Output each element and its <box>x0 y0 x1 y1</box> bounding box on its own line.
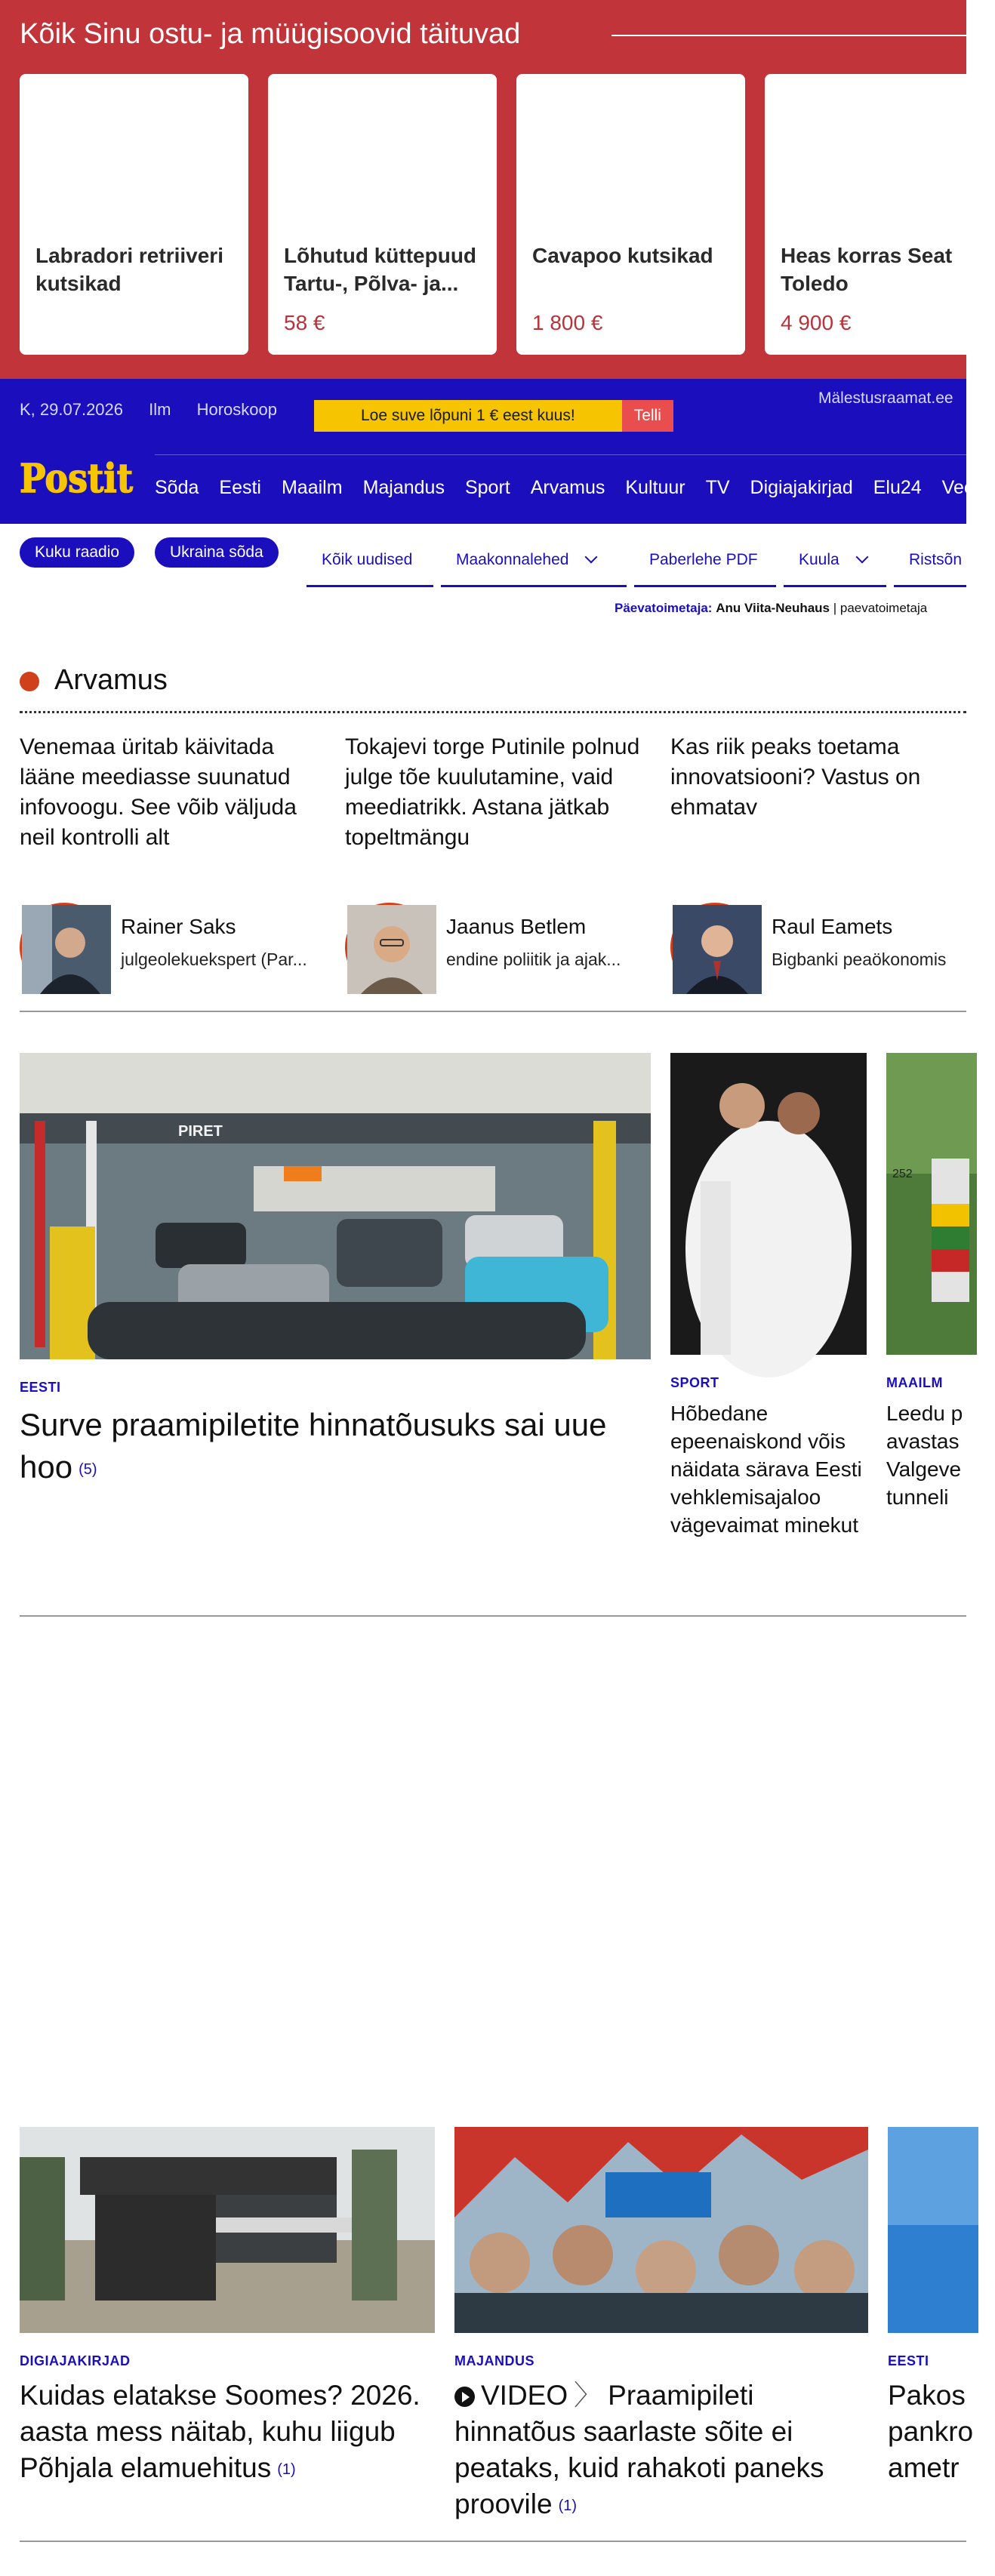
postimees-logo[interactable] <box>20 456 134 501</box>
weather-link[interactable]: Ilm <box>149 400 171 419</box>
tab-paper-pdf[interactable] <box>634 537 776 587</box>
section-separator <box>20 1011 966 1012</box>
article-headline[interactable] <box>20 2377 435 2488</box>
headline-text: Surve praamipiletite hinnatõusuks sai uue hoo <box>20 1407 607 1485</box>
nav-item-elu24[interactable]: Elu24 <box>873 477 922 498</box>
editor-name: Anu Viita-Neuhaus <box>716 601 830 615</box>
comment-count[interactable]: (5) <box>79 1460 97 1478</box>
header-divider <box>155 454 966 455</box>
header-meta <box>20 400 298 420</box>
ferry-name-text: PIRET <box>178 1123 223 1140</box>
author-role: Bigbanki peaökonomis <box>772 949 947 969</box>
tab-label: Maakonnalehed <box>456 551 569 568</box>
author-avatar[interactable] <box>20 903 109 992</box>
subscribe-button[interactable]: Telli <box>622 400 673 432</box>
current-date: K, 29.07.2026 <box>20 400 124 419</box>
article-image[interactable] <box>20 2127 435 2333</box>
article-headline[interactable]: Pakos pankro ametr <box>888 2380 974 2483</box>
opinion-headline[interactable]: Tokajevi torge Putinile polnud julge tõe kuulutamine, vaid meediatrikk. Astana jätkab topeltmängu <box>345 734 640 850</box>
comment-count[interactable]: (1) <box>277 2461 296 2479</box>
ukraine-war-pill[interactable]: Ukraina sõda <box>155 537 279 568</box>
tab-listen[interactable] <box>784 537 886 587</box>
author-name[interactable]: Jaanus Betlem <box>446 915 587 938</box>
classifieds-title: Kõik Sinu ostu- ja müügisoovid täituvad <box>20 18 521 50</box>
nav-item-vee[interactable]: Vee <box>941 477 975 498</box>
article-category[interactable]: SPORT <box>670 1375 719 1390</box>
article-image[interactable] <box>888 2127 978 2333</box>
headline-text: Praamipileti hinnatõus saarlaste sõite ei peataks, kuid rahakoti paneks proovile <box>454 2380 824 2519</box>
subscribe-promo[interactable] <box>314 400 673 432</box>
article-headline[interactable]: Leedu p avastas Valgeve tunneli <box>886 1402 963 1509</box>
main-article-image[interactable] <box>20 1053 651 1359</box>
chevron-down-icon <box>855 551 868 564</box>
article-headline[interactable]: Hõbedane epeenaiskond võis näidata särava Eesti vehklemisajaloo vägevaimat minekut <box>670 1402 862 1537</box>
promo-text[interactable]: Loe suve lõpuni 1 € eest kuus! <box>314 400 622 432</box>
classified-price: 4 900 € <box>781 311 852 334</box>
classified-title: Cavapoo kutsikad <box>532 244 713 267</box>
classified-price: 1 800 € <box>532 311 603 334</box>
section-title-arvamus[interactable]: Arvamus <box>54 664 168 696</box>
classified-card[interactable] <box>20 74 248 355</box>
author-avatar[interactable] <box>345 903 434 992</box>
classified-title: Lõhutud küttepuud Tartu-, Põlva- ja... <box>284 244 477 295</box>
classifieds-banner <box>0 0 966 379</box>
tab-county-papers[interactable] <box>441 537 627 587</box>
logo-text: Postit <box>20 456 133 502</box>
headline-text: Kuidas elatakse Soomes? 2026. aasta mess näitab, kuhu liigub Põhjala elamuehitus <box>20 2380 420 2483</box>
article-category[interactable]: MAAILM <box>886 1375 943 1390</box>
nav-item-maailm[interactable]: Maailm <box>281 477 343 498</box>
classified-title: Labradori retriiveri kutsikad <box>35 244 223 295</box>
author-avatar[interactable] <box>670 903 759 992</box>
chevron-down-icon <box>585 551 598 564</box>
classified-card[interactable] <box>765 74 993 355</box>
section-separator <box>20 2541 966 2542</box>
author-name[interactable]: Raul Eamets <box>772 915 893 938</box>
main-navigation <box>155 477 995 499</box>
author-role: julgeolekuekspert (Par... <box>121 949 307 969</box>
opinion-headline[interactable]: Kas riik peaks toetama innovatsiooni? Vastus on ehmatav <box>670 734 921 820</box>
classified-card[interactable] <box>268 74 497 355</box>
section-separator <box>20 1615 966 1617</box>
nav-item-tv[interactable]: TV <box>705 477 730 498</box>
classified-price: 58 € <box>284 311 325 334</box>
nav-item-eesti[interactable]: Eesti <box>219 477 261 498</box>
nav-item-kultuur[interactable]: Kultuur <box>625 477 685 498</box>
article-category[interactable]: EESTI <box>888 2353 929 2368</box>
video-label: VIDEO <box>481 2380 568 2411</box>
tab-label: Kuula <box>799 551 839 568</box>
memorial-link[interactable]: Mälestusraamat.ee <box>818 389 953 407</box>
play-icon <box>454 2387 475 2407</box>
article-category[interactable]: MAJANDUS <box>454 2353 535 2368</box>
nav-item-soda[interactable]: Sõda <box>155 477 199 498</box>
nav-item-majandus[interactable]: Majandus <box>362 477 445 498</box>
main-article-headline[interactable] <box>20 1404 651 1491</box>
author-role: endine poliitik ja ajak... <box>446 949 621 969</box>
classifieds-divider <box>611 35 966 36</box>
tab-label: Ristsõn <box>909 551 963 568</box>
horoscope-link[interactable]: Horoskoop <box>196 400 277 419</box>
kuku-radio-pill[interactable]: Kuku raadio <box>20 537 134 568</box>
article-image[interactable] <box>886 1053 977 1355</box>
section-dot-icon <box>20 672 39 691</box>
tab-label: Kõik uudised <box>322 551 413 568</box>
nav-item-arvamus[interactable]: Arvamus <box>530 477 605 498</box>
author-name[interactable]: Rainer Saks <box>121 915 236 938</box>
video-article-headline[interactable] <box>454 2377 868 2524</box>
opinion-headline[interactable]: Venemaa üritab käivitada lääne meediasse suunatud infovoogu. See võib väljuda neil kontrolli alt <box>20 734 297 850</box>
comment-count[interactable]: (1) <box>558 2498 578 2515</box>
nav-item-digiajakirjad[interactable]: Digiajakirjad <box>750 477 853 498</box>
tab-label: Paberlehe PDF <box>649 551 758 568</box>
article-category[interactable]: EESTI <box>20 1380 61 1395</box>
tab-all-news[interactable] <box>307 537 433 587</box>
editor-label: Päevatoimetaja: <box>615 601 713 615</box>
classified-title: Heas korras Seat Toledo <box>781 244 953 295</box>
section-divider <box>20 711 966 713</box>
tab-crossword[interactable] <box>894 537 966 587</box>
svg-text:252: 252 <box>892 1168 913 1180</box>
daily-editor: Päevatoimetaja: Anu Viita-Neuhaus | paevatoimetaja <box>615 601 928 615</box>
editor-link[interactable]: paevatoimetaja <box>839 601 928 615</box>
article-category[interactable]: DIGIAJAKIRJAD <box>20 2353 131 2368</box>
chevron-right-icon: 〉 <box>574 2380 602 2411</box>
article-image[interactable] <box>670 1053 867 1355</box>
nav-item-sport[interactable]: Sport <box>464 477 510 498</box>
video-article-image[interactable] <box>454 2127 868 2333</box>
classified-card[interactable] <box>516 74 745 355</box>
